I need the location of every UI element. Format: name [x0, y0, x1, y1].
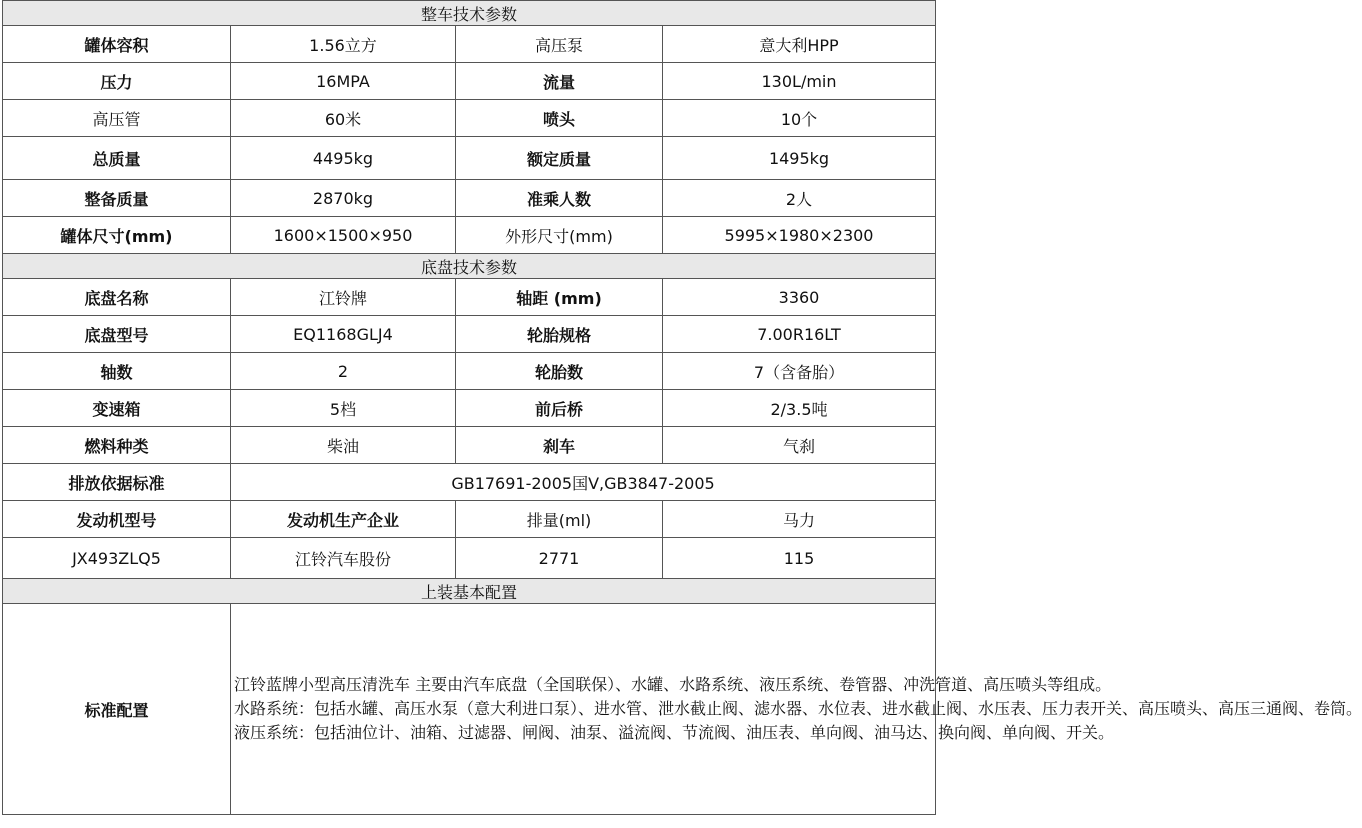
- value-passengers: 2人: [663, 180, 936, 217]
- value-curb-mass: 2870kg: [231, 180, 456, 217]
- label-pressure: 压力: [3, 63, 231, 100]
- value-gearbox: 5档: [231, 390, 456, 427]
- value-tire-count: 7（含备胎）: [663, 353, 936, 390]
- label-tire-count: 轮胎数: [456, 353, 663, 390]
- config-line-overview: 江铃蓝牌小型高压清洗车 主要由汽车底盘（全国联保）、水罐、水路系统、液压系统、卷管器、冲洗管道、高压喷头等组成。: [234, 675, 1112, 694]
- value-emission: GB17691-2005国Ⅴ,GB3847-2005: [231, 464, 936, 501]
- standard-config-text: [231, 604, 1362, 815]
- value-tank-volume: 1.56立方: [231, 26, 456, 63]
- value-overall-size: 5995×1980×2300: [663, 217, 936, 254]
- label-rated-mass: 额定质量: [456, 137, 663, 180]
- value-chassis-name: 江铃牌: [231, 279, 456, 316]
- value-gross-mass: 4495kg: [231, 137, 456, 180]
- label-tank-size: 罐体尺寸(mm): [3, 217, 231, 254]
- header-horsepower: 马力: [663, 501, 936, 538]
- value-tire-spec: 7.00R16LT: [663, 316, 936, 353]
- value-chassis-model: EQ1168GLJ4: [231, 316, 456, 353]
- header-displacement: 排量(ml): [456, 501, 663, 538]
- header-engine-maker: 发动机生产企业: [231, 501, 456, 538]
- value-engine-model: JX493ZLQ5: [3, 538, 231, 579]
- label-hose: 高压管: [3, 100, 231, 137]
- value-flow: 130L/min: [663, 63, 936, 100]
- label-pump: 高压泵: [456, 26, 663, 63]
- value-axles: 2: [231, 353, 456, 390]
- value-axle-load: 2/3.5吨: [663, 390, 936, 427]
- value-brake: 气刹: [663, 427, 936, 464]
- value-hose: 60米: [231, 100, 456, 137]
- value-nozzle: 10个: [663, 100, 936, 137]
- label-fuel: 燃料种类: [3, 427, 231, 464]
- value-displacement: 2771: [456, 538, 663, 579]
- label-tank-volume: 罐体容积: [3, 26, 231, 63]
- value-engine-maker: 江铃汽车股份: [231, 538, 456, 579]
- label-gross-mass: 总质量: [3, 137, 231, 180]
- label-emission: 排放依据标准: [3, 464, 231, 501]
- section-chassis-params: 底盘技术参数: [3, 254, 936, 279]
- value-pump: 意大利HPP: [663, 26, 936, 63]
- label-chassis-model: 底盘型号: [3, 316, 231, 353]
- label-nozzle: 喷头: [456, 100, 663, 137]
- value-pressure: 16MPA: [231, 63, 456, 100]
- label-wheelbase: 轴距 (mm): [456, 279, 663, 316]
- section-vehicle-params: 整车技术参数: [3, 1, 936, 26]
- label-axle-load: 前后桥: [456, 390, 663, 427]
- value-rated-mass: 1495kg: [663, 137, 936, 180]
- label-overall-size: 外形尺寸(mm): [456, 217, 663, 254]
- label-brake: 刹车: [456, 427, 663, 464]
- label-flow: 流量: [456, 63, 663, 100]
- label-standard-config: 标准配置: [3, 604, 231, 815]
- section-upper-config: 上装基本配置: [3, 579, 936, 604]
- label-tire-spec: 轮胎规格: [456, 316, 663, 353]
- label-chassis-name: 底盘名称: [3, 279, 231, 316]
- value-wheelbase: 3360: [663, 279, 936, 316]
- value-fuel: 柴油: [231, 427, 456, 464]
- config-line-hydraulic-system: 液压系统：包括油位计、油箱、过滤器、闸阀、油泵、溢流阀、节流阀、油压表、单向阀、油马达、换向阀、单向阀、开关。: [234, 723, 1115, 742]
- value-horsepower: 115: [663, 538, 936, 579]
- spec-table: [2, 0, 1362, 815]
- header-engine-model: 发动机型号: [3, 501, 231, 538]
- label-curb-mass: 整备质量: [3, 180, 231, 217]
- label-gearbox: 变速箱: [3, 390, 231, 427]
- config-line-water-system: 水路系统：包括水罐、高压水泵（意大利进口泵）、进水管、泄水截止阀、滤水器、水位表、进水截止阀、水压表、压力表开关、高压喷头、高压三通阀、卷筒。: [234, 699, 1362, 718]
- label-axles: 轴数: [3, 353, 231, 390]
- label-passengers: 准乘人数: [456, 180, 663, 217]
- value-tank-size: 1600×1500×950: [231, 217, 456, 254]
